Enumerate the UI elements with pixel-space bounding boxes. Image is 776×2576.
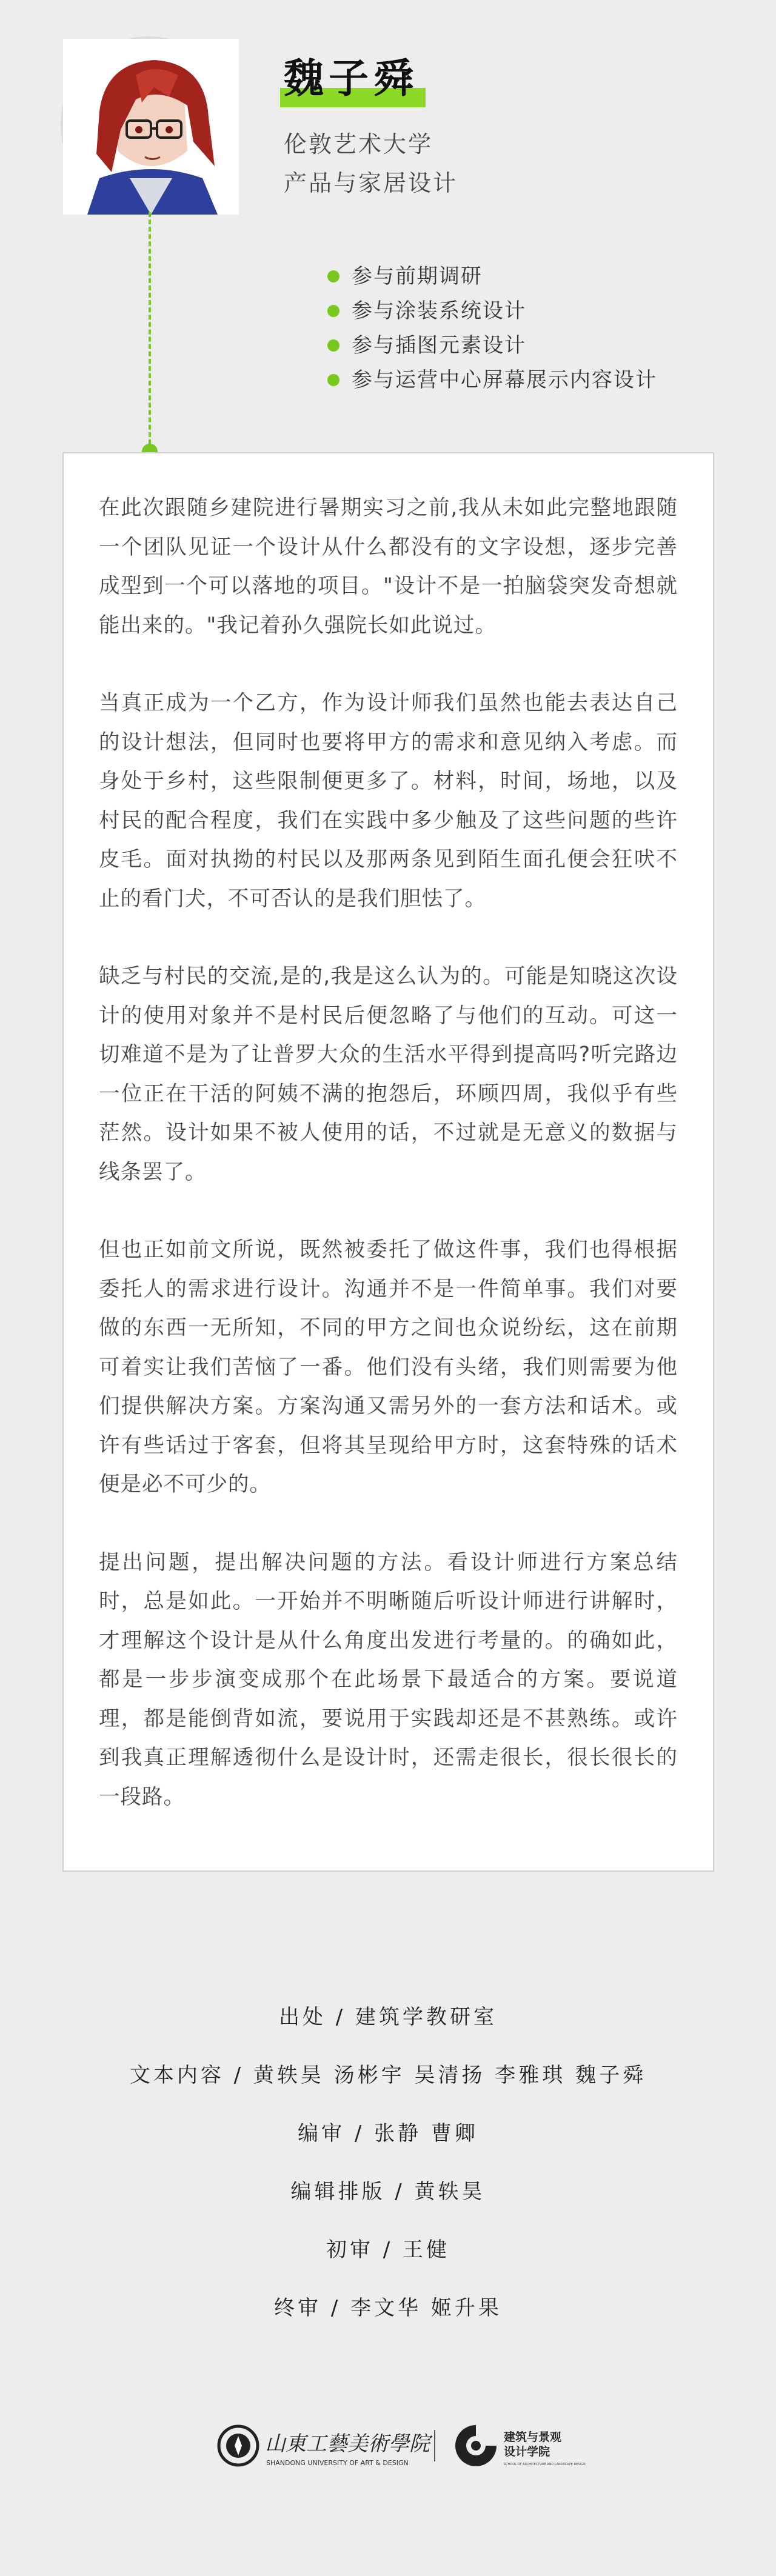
role-label: 参与插图元素设计 [352,333,526,358]
bullet-dot-icon [327,305,340,317]
article-paragraph: 提出问题，提出解决问题的方法。看设计师进行方案总结时，总是如此。一开始并不明晰随后听设计师进行讲解时，才理解这个设计是从什么角度出发进行考量的。的确如此，都是一步步演变成那个在此场景下最适合的方案。要说道理，都是能倒背如流，要说用于实践却还是不甚熟练。或许到我真正理解透彻什么是设计时，还需走很长，很长很长的一段路。 [99,1550,678,1809]
bullet-dot-icon [327,270,340,282]
logo1-subtext: SHANDONG UNIVERSITY OF ART & DESIGN [266,2459,409,2467]
role-label: 参与运营中心屏幕展示内容设计 [352,368,657,392]
logo-divider [434,2430,435,2461]
credit-editors: 编审 / 张静 曹卿 [298,2121,478,2146]
logo2-line1: 建筑与景观 [504,2431,562,2444]
author-avatar [61,36,236,212]
article-paragraph: 当真正成为一个乙方，作为设计师我们虽然也能去表达自己的设计想法，但同时也要将甲方的需求和意见纳入考虑。而身处于乡村，这些限制便更多了。材料，时间，场地，以及村民的配合程度，我们在实践中多少触及了这些问题的些许皮毛。面对执拗的村民以及那两条见到陌生面孔便会狂吠不止的看门犬，不可否认的是我们胆怯了。 [99,691,678,911]
role-label: 参与前期调研 [352,264,483,289]
role-item [327,329,657,363]
article-paragraph: 缺乏与村民的交流,是的,我是这么认为的。可能是知晓这次设计的使用对象并不是村民后便忽略了与他们的互动。可这一切难道不是为了让普罗大众的生活水平得到提高吗?听完路边一位正在干活的阿姨不满的抱怨后，环顾四周，我似乎有些茫然。设计如果不被人使用的话，不过就是无意义的数据与线条罢了。 [99,964,678,1184]
architecture-landscape-school-logo [452,2420,586,2471]
logo2-line2: 设计学院 [504,2445,550,2458]
role-item [327,259,657,294]
footer-logos [0,2415,776,2482]
role-item [327,294,657,329]
bullet-dot-icon [327,374,340,386]
bullet-dot-icon [327,339,340,352]
credit-layout: 编辑排版 / 黄轶昊 [290,2180,486,2204]
credit-source: 出处 / 建筑学教研室 [278,2005,498,2029]
role-item [327,363,657,398]
logo2-subtext: SCHOOL OF ARCHITECTURE AND LANDSCAPE DESIGN [504,2463,586,2466]
credit-first-review: 初审 / 王健 [326,2238,450,2262]
article-card [62,452,714,1872]
credits-section [0,1988,776,2337]
credit-final-review: 终审 / 李文华 姬升果 [274,2296,502,2320]
logo1-name: 山東工藝美術學院 [265,2432,430,2456]
article-paragraph: 在此次跟随乡建院进行暑期实习之前,我从未如此完整地跟随一个团队见证一个设计从什么都没有的文字设想，逐步完善成型到一个可以落地的项目。"设计不是一拍脑袋突发奇想就能出来的。"我记着孙久强院长如此说过。 [99,496,678,638]
role-label: 参与涂装系统设计 [352,299,526,323]
role-list [327,259,657,398]
timeline-dashed-line [149,212,151,452]
anime-character-illustration [63,39,239,215]
author-profile [0,0,776,461]
author-major: 产品与家居设计 [284,170,458,196]
credit-text-authors: 文本内容 / 黄轶昊 汤彬宇 吴清扬 李雅琪 魏子舜 [129,2063,647,2087]
shandong-art-design-university-logo [215,2421,430,2470]
author-name-block [284,52,418,106]
author-school: 伦敦艺术大学 [284,131,433,158]
article-paragraph: 但也正如前文所说，既然被委托了做这件事，我们也得根据委托人的需求进行设计。沟通并不是一件简单事。我们对要做的东西一无所知，不同的甲方之间也众说纷纭，这在前期可着实让我们苦恼了一番。他们没有头绪，我们则需要为他们提供解决方案。方案沟通又需另外的一套方法和话术。或许有些话过于客套，但将其呈现给甲方时，这套特殊的话术便是必不可少的。 [99,1238,678,1497]
author-name: 魏子舜 [284,55,418,102]
